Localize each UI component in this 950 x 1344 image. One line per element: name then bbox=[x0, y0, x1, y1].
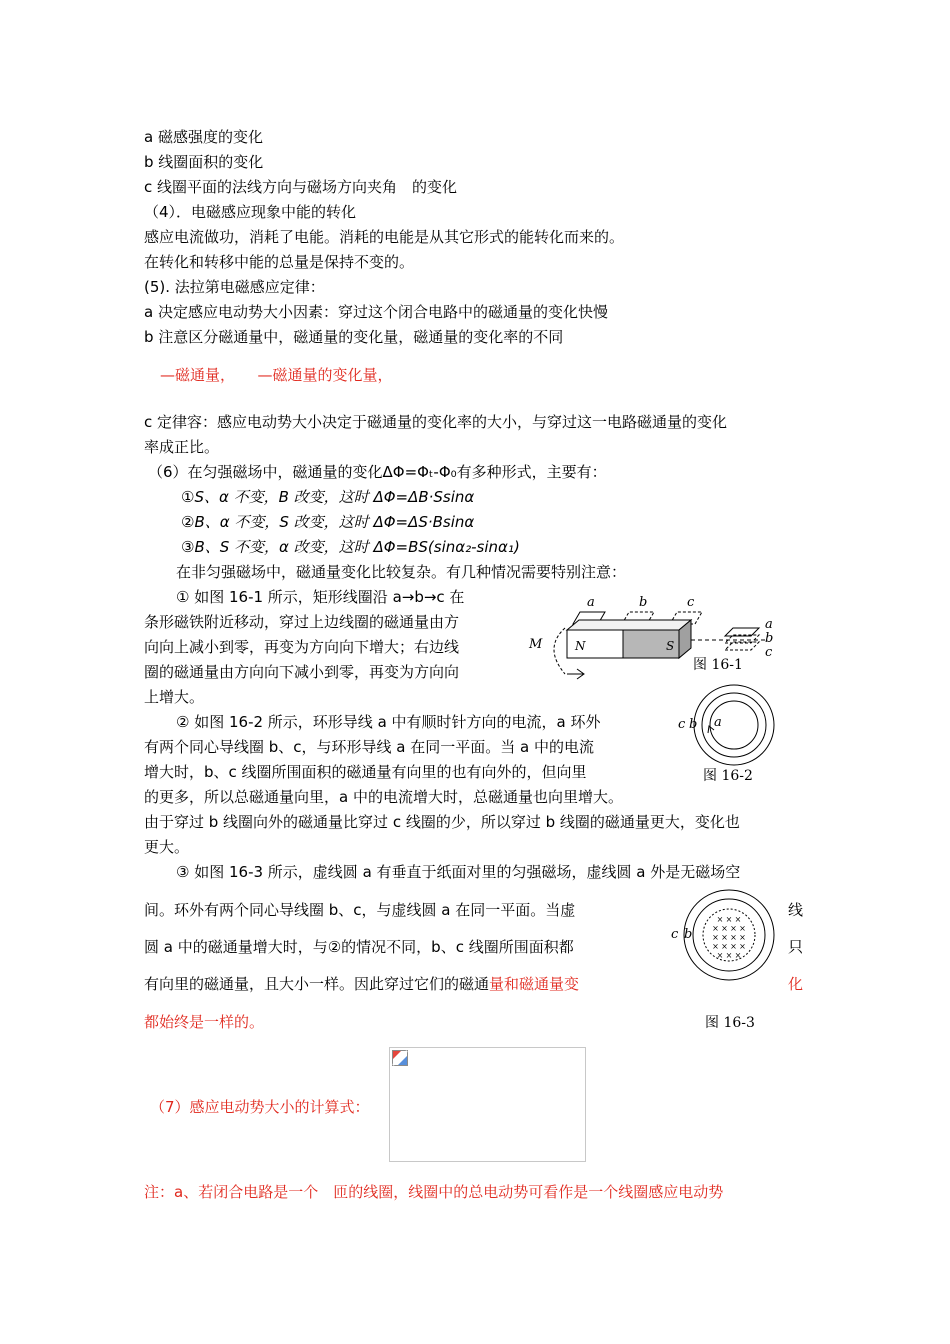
text-line: ① 如图 16-1 所示，矩形线圈沿 a→b→c 在 bbox=[176, 588, 465, 606]
text-line-wrap: 化 bbox=[788, 975, 804, 993]
text-line: 圆 a 中的磁通量增大时，与②的情况不同，b、c 线圈所围面积都 bbox=[144, 938, 574, 956]
text-line: 率成正比。 bbox=[144, 438, 220, 456]
figure-16-1 bbox=[525, 588, 785, 683]
figure-16-2 bbox=[676, 683, 781, 768]
red-note: —磁通量， —磁通量的变化量， bbox=[160, 366, 393, 384]
formula-line: ①S、α 不变，B 改变，这时 ΔΦ=ΔB·Ssinα bbox=[181, 488, 475, 506]
field-x-mark: × bbox=[730, 924, 737, 933]
field-x-mark: × bbox=[725, 951, 733, 960]
field-x-mark: × bbox=[734, 951, 742, 960]
field-x-mark: × bbox=[739, 942, 746, 951]
text-line: 间。环外有两个同心导线圈 b、c，与虚线圆 a 在同一平面。当虚 bbox=[144, 901, 576, 919]
formula-line: ②B、α 不变，S 改变，这时 ΔΦ=ΔS·Bsinα bbox=[181, 513, 475, 531]
red-text-line: 都始终是一样的。 bbox=[144, 1013, 265, 1031]
figure-caption: 图 16-1 bbox=[693, 657, 743, 673]
red-segment: 量和磁通量变 bbox=[489, 975, 580, 993]
text-line: c 定律容：感应电动势大小决定于磁通量的变化率的大小，与穿过这一电路磁通量的变化 bbox=[144, 413, 728, 431]
label-M: M bbox=[529, 637, 543, 652]
broken-image-icon bbox=[392, 1050, 408, 1066]
text-line: 上增大。 bbox=[144, 688, 205, 706]
figure-16-3 bbox=[669, 888, 779, 988]
text-line: 增大时，b、c 线圈所围面积的磁通量有向里的也有向外的，但向里 bbox=[144, 763, 587, 781]
label-right-a: a bbox=[765, 617, 773, 632]
text-line: 圈的磁通量由方向向下减小到零，再变为方向向 bbox=[144, 663, 460, 681]
field-x-mark: × bbox=[716, 951, 724, 960]
text-line: 在转化和转移中能的总量是保持不变的。 bbox=[144, 253, 415, 271]
text-line: ③ 如图 16-3 所示，虚线圆 a 有垂直于纸面对里的匀强磁场，虚线圆 a 外是无磁场空 bbox=[176, 863, 741, 881]
label-right-b: b bbox=[765, 631, 774, 646]
field-x-mark: × bbox=[716, 915, 724, 924]
text-line: 向向上减小到零，再变为方向向下增大；右边线 bbox=[144, 638, 460, 656]
label-c: c bbox=[671, 927, 679, 942]
field-x-mark: × bbox=[734, 915, 742, 924]
text-line: b 注意区分磁通量中，磁通量的变化量，磁通量的变化率的不同 bbox=[144, 328, 564, 346]
text-line-wrap: 只 bbox=[788, 938, 804, 956]
magnet-top bbox=[567, 620, 691, 630]
coil-b bbox=[693, 899, 765, 971]
text-line: a 决定感应电动势大小因素：穿过这个闭合电路中的磁通量的变化快慢 bbox=[144, 303, 608, 321]
label-N: N bbox=[575, 639, 586, 653]
label-b: b bbox=[684, 927, 693, 942]
coil-c bbox=[684, 890, 774, 980]
field-x-mark: × bbox=[712, 933, 719, 942]
section-heading: （6）在匀强磁场中，磁通量的变化ΔΦ=Φₜ-Φ₀有多种形式，主要有： bbox=[148, 463, 607, 481]
text-segment: 有向里的磁通量，且大小一样。因此穿过它们的磁通 bbox=[144, 975, 490, 993]
label-right-c: c bbox=[765, 645, 773, 660]
field-x-mark: × bbox=[721, 942, 728, 951]
field-x-mark: × bbox=[712, 942, 719, 951]
formula-image-placeholder bbox=[389, 1047, 586, 1162]
field-marks bbox=[712, 915, 746, 960]
label-a: a bbox=[714, 715, 722, 730]
text-line: 感应电流做功，消耗了电能。消耗的电能是从其它形式的能转化而来的。 bbox=[144, 228, 625, 246]
formula-heading: （7）感应电动势大小的计算式： bbox=[150, 1098, 370, 1116]
text-line: 有两个同心导线圈 b、c，与环形导线 a 在同一平面。当 a 中的电流 bbox=[144, 738, 594, 756]
field-x-mark: × bbox=[721, 933, 728, 942]
coil-b bbox=[702, 693, 766, 757]
field-x-mark: × bbox=[721, 924, 728, 933]
label-b: b bbox=[689, 717, 698, 732]
label-c: c bbox=[678, 717, 686, 732]
text-line: ② 如图 16-2 所示，环形导线 a 中有顺时针方向的电流，a 环外 bbox=[176, 713, 601, 731]
figure-caption: 图 16-2 bbox=[703, 768, 753, 784]
field-x-mark: × bbox=[739, 924, 746, 933]
section-heading: （4）．电磁感应现象中能的转化 bbox=[144, 203, 357, 221]
field-x-mark: × bbox=[730, 942, 737, 951]
note-line: 注：a、若闭合电路是一个 匝的线圈，线圈中的总电动势可看作是一个线圈感应电动势 bbox=[144, 1183, 724, 1201]
text-line: c 线圈平面的法线方向与磁场方向夹角 的变化 bbox=[144, 178, 458, 196]
coil-c bbox=[694, 685, 774, 765]
text-line: 由于穿过 b 线圈向外的磁通量比穿过 c 线圈的少，所以穿过 b 线圈的磁通量更大，变化也 bbox=[144, 813, 740, 831]
figure-caption: 图 16-3 bbox=[705, 1015, 755, 1031]
text-line: 的更多，所以总磁通量向里，a 中的电流增大时，总磁通量也向里增大。 bbox=[144, 788, 623, 806]
field-x-mark: × bbox=[712, 924, 719, 933]
formula-line: ③B、S 不变，α 改变，这时 ΔΦ=BS(sinα₂-sinα₁) bbox=[181, 538, 520, 556]
text-line bbox=[144, 974, 579, 994]
text-line: 在非匀强磁场中，磁通量变化比较复杂。有几种情况需要特别注意： bbox=[176, 563, 627, 581]
field-x-mark: × bbox=[739, 933, 746, 942]
label-c: c bbox=[687, 595, 695, 610]
field-x-mark: × bbox=[730, 933, 737, 942]
label-S: S bbox=[666, 639, 675, 653]
text-line-wrap: 线 bbox=[788, 901, 804, 919]
label-a: a bbox=[587, 595, 595, 610]
text-line: a 磁感强度的变化 bbox=[144, 128, 263, 146]
text-line: 条形磁铁附近移动，穿过上边线圈的磁通量由方 bbox=[144, 613, 460, 631]
text-line: 更大。 bbox=[144, 838, 190, 856]
field-x-mark: × bbox=[725, 915, 733, 924]
section-heading: (5). 法拉第电磁感应定律： bbox=[144, 278, 325, 296]
text-line: b 线圈面积的变化 bbox=[144, 153, 264, 171]
label-b: b bbox=[639, 595, 648, 610]
